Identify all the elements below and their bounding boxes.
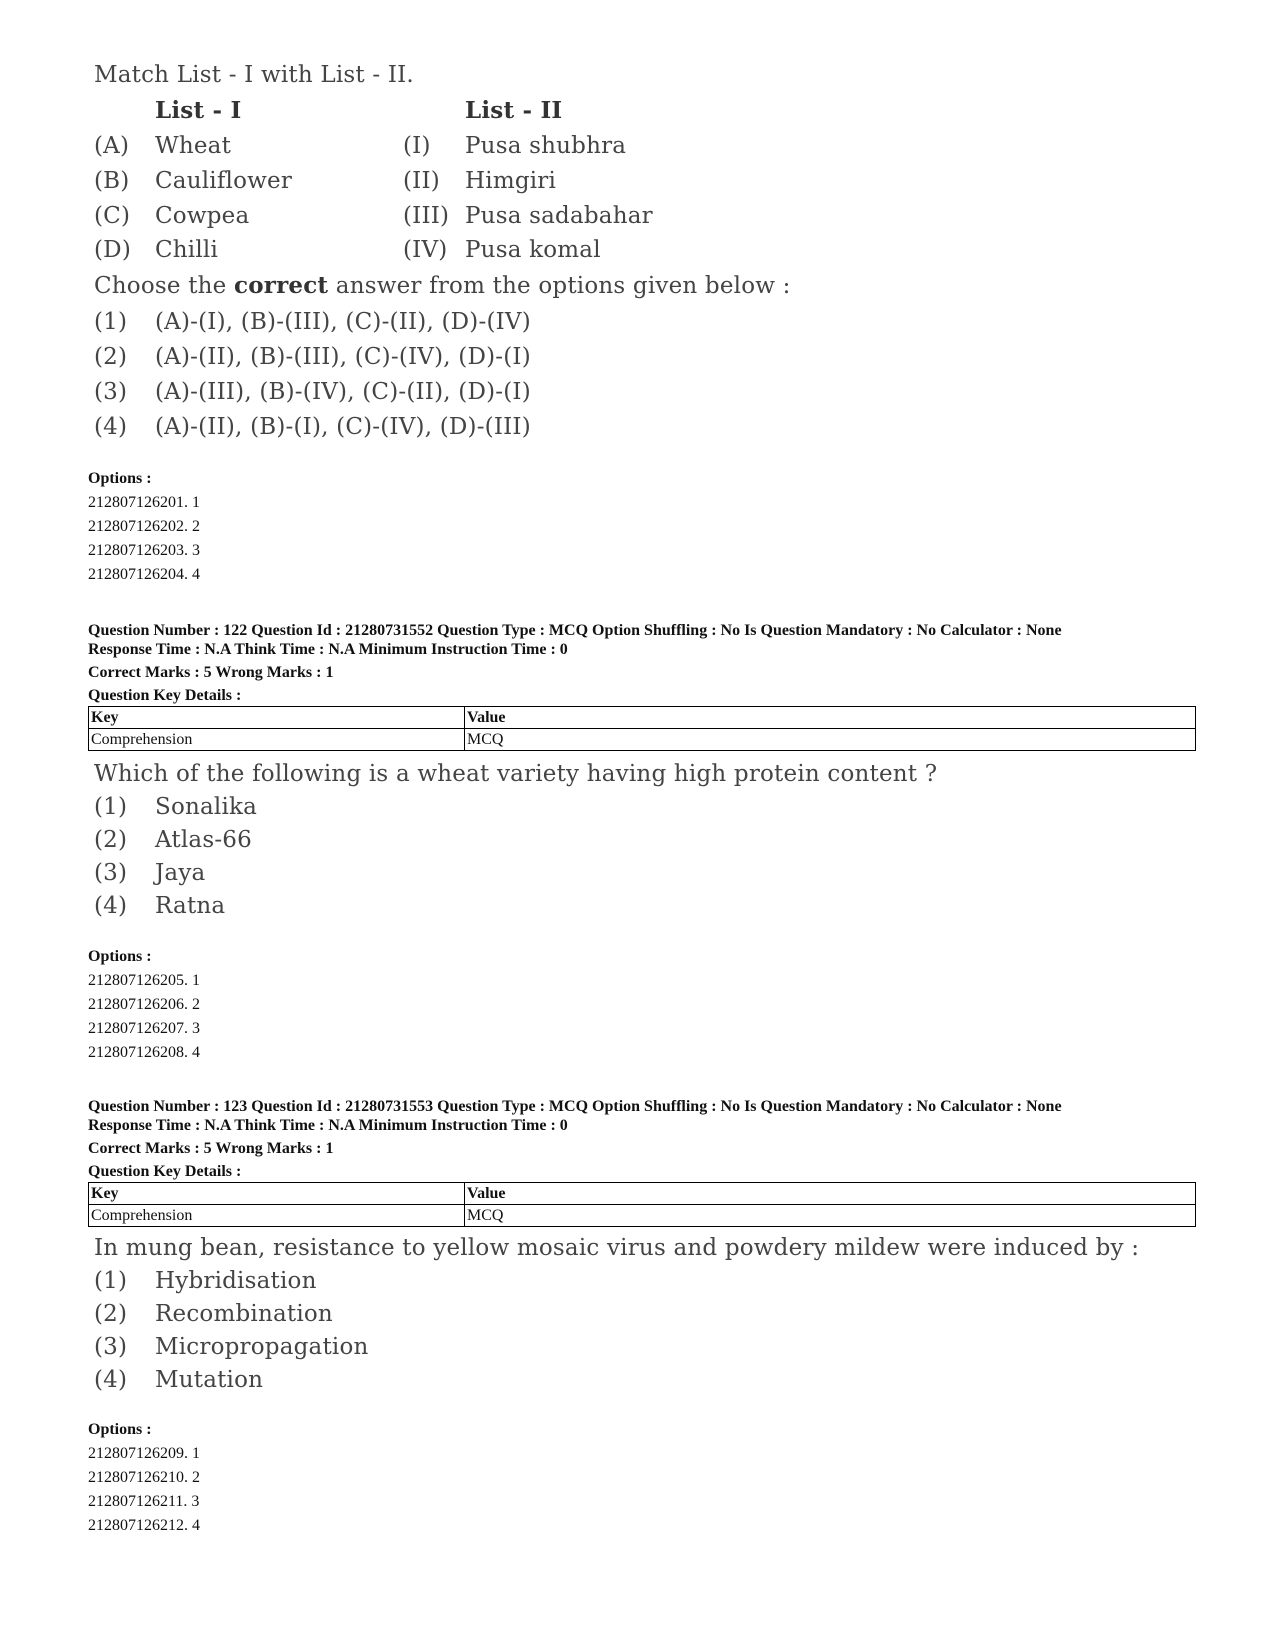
table-cell-value: MCQ	[465, 1205, 1196, 1227]
q121-row-item: Wheat	[155, 133, 232, 159]
q121-choose-bold: correct	[234, 272, 329, 299]
q121-row-label: (II)	[403, 168, 440, 194]
q121-row-item: Cauliflower	[155, 168, 293, 194]
q121-row-label: (I)	[403, 133, 431, 159]
q121-answer-text: (A)-(II), (B)-(I), (C)-(IV), (D)-(III)	[155, 414, 531, 440]
options-title: Options :	[88, 470, 152, 487]
q122-key-table	[88, 706, 1196, 751]
q121-row-label: (IV)	[403, 237, 448, 263]
q122-answer-number: (3)	[94, 860, 128, 886]
table-header-row	[89, 707, 1196, 729]
q121-row-label: (C)	[94, 203, 131, 229]
question-122-image	[88, 761, 1188, 921]
q121-row-item: Chilli	[155, 237, 219, 263]
q121-row-item: Pusa sadabahar	[465, 203, 653, 229]
option-item: 212807126207. 3	[88, 1020, 200, 1037]
q123-answer-number: (4)	[94, 1367, 128, 1393]
q123-answer-number: (2)	[94, 1301, 128, 1327]
table-header-row	[89, 1183, 1196, 1205]
option-item: 212807126212. 4	[88, 1517, 200, 1534]
q121-choose-instruction	[94, 272, 791, 299]
table-cell-key: Comprehension	[89, 1205, 465, 1227]
q121-options	[88, 467, 1188, 587]
question-123-image	[88, 1235, 1188, 1395]
q123-options	[88, 1418, 1188, 1538]
question-121-image	[88, 62, 1188, 447]
option-item: 212807126209. 1	[88, 1445, 200, 1462]
table-header-key: Key	[89, 1183, 465, 1205]
q121-row-label: (B)	[94, 168, 130, 194]
options-title: Options :	[88, 1421, 152, 1438]
q122-answer-number: (2)	[94, 827, 128, 853]
q123-answer-text: Micropropagation	[155, 1334, 369, 1360]
q122-meta	[88, 621, 1198, 705]
q122-answer-text: Sonalika	[155, 794, 258, 820]
q122-answer-number: (4)	[94, 893, 128, 919]
q123-answer-number: (3)	[94, 1334, 128, 1360]
q123-answer-text: Hybridisation	[155, 1268, 317, 1294]
q122-answer-text: Atlas-66	[155, 827, 252, 853]
question-meta-line: Question Number : 122 Question Id : 21280731552 Question Type : MCQ Option Shuffling : No Is Question Mandatory : No Calculator : None	[88, 622, 1062, 639]
table-header-key: Key	[89, 707, 465, 729]
q122-answer-text: Ratna	[155, 893, 226, 919]
table-row	[89, 1205, 1196, 1227]
q121-answer-text: (A)-(I), (B)-(III), (C)-(II), (D)-(IV)	[155, 309, 531, 335]
q123-answer-number: (1)	[94, 1268, 128, 1294]
question-meta-line: Response Time : N.A Think Time : N.A Minimum Instruction Time : 0	[88, 641, 568, 658]
q121-row-label: (A)	[94, 133, 130, 159]
option-item: 212807126205. 1	[88, 972, 200, 989]
q121-row-item: Cowpea	[155, 203, 250, 229]
q121-row-item: Pusa shubhra	[465, 133, 627, 159]
q121-intro: Match List - I with List - II.	[94, 62, 414, 88]
table-cell-value: MCQ	[465, 729, 1196, 751]
option-item: 212807126208. 4	[88, 1044, 200, 1061]
option-item: 212807126210. 2	[88, 1469, 200, 1486]
options-title: Options :	[88, 948, 152, 965]
q121-answer-number: (1)	[94, 309, 128, 335]
q122-question-text: Which of the following is a wheat variety having high protein content ?	[94, 761, 938, 787]
q121-list2-heading: List - II	[465, 97, 563, 124]
q122-answer-number: (1)	[94, 794, 128, 820]
table-row	[89, 729, 1196, 751]
q121-answer-number: (2)	[94, 344, 128, 370]
q121-row-item: Pusa komal	[465, 237, 601, 263]
q123-question-text: In mung bean, resistance to yellow mosaic virus and powdery mildew were induced by :	[94, 1235, 1140, 1261]
q121-answer-text: (A)-(II), (B)-(III), (C)-(IV), (D)-(I)	[155, 344, 531, 370]
table-cell-key: Comprehension	[89, 729, 465, 751]
table-header-value: Value	[465, 1183, 1196, 1205]
question-marks: Correct Marks : 5 Wrong Marks : 1	[88, 664, 334, 681]
q121-choose-post: answer from the options given below :	[328, 273, 791, 299]
q121-row-label: (III)	[403, 203, 450, 229]
option-item: 212807126206. 2	[88, 996, 200, 1013]
q123-key-table	[88, 1182, 1196, 1227]
q121-answer-number: (4)	[94, 414, 128, 440]
option-item: 212807126203. 3	[88, 542, 200, 559]
table-header-value: Value	[465, 707, 1196, 729]
question-marks: Correct Marks : 5 Wrong Marks : 1	[88, 1140, 334, 1157]
q123-meta	[88, 1097, 1198, 1181]
q123-answer-text: Recombination	[155, 1301, 333, 1327]
option-item: 212807126201. 1	[88, 494, 200, 511]
q123-answer-text: Mutation	[155, 1367, 264, 1393]
q121-row-label: (D)	[94, 237, 131, 263]
q121-row-item: Himgiri	[465, 168, 557, 194]
question-meta-line: Response Time : N.A Think Time : N.A Minimum Instruction Time : 0	[88, 1117, 568, 1134]
question-key-details: Question Key Details :	[88, 1163, 242, 1180]
q121-choose-pre: Choose the	[94, 273, 235, 299]
option-item: 212807126211. 3	[88, 1493, 200, 1510]
q121-list1-heading: List - I	[155, 97, 242, 124]
q122-options	[88, 945, 1188, 1065]
option-item: 212807126202. 2	[88, 518, 200, 535]
question-meta-line: Question Number : 123 Question Id : 21280731553 Question Type : MCQ Option Shuffling : No Is Question Mandatory : No Calculator : None	[88, 1098, 1062, 1115]
q122-answer-text: Jaya	[155, 860, 206, 886]
option-item: 212807126204. 4	[88, 566, 200, 583]
q121-answer-number: (3)	[94, 379, 128, 405]
question-key-details: Question Key Details :	[88, 687, 242, 704]
q121-answer-text: (A)-(III), (B)-(IV), (C)-(II), (D)-(I)	[155, 379, 531, 405]
